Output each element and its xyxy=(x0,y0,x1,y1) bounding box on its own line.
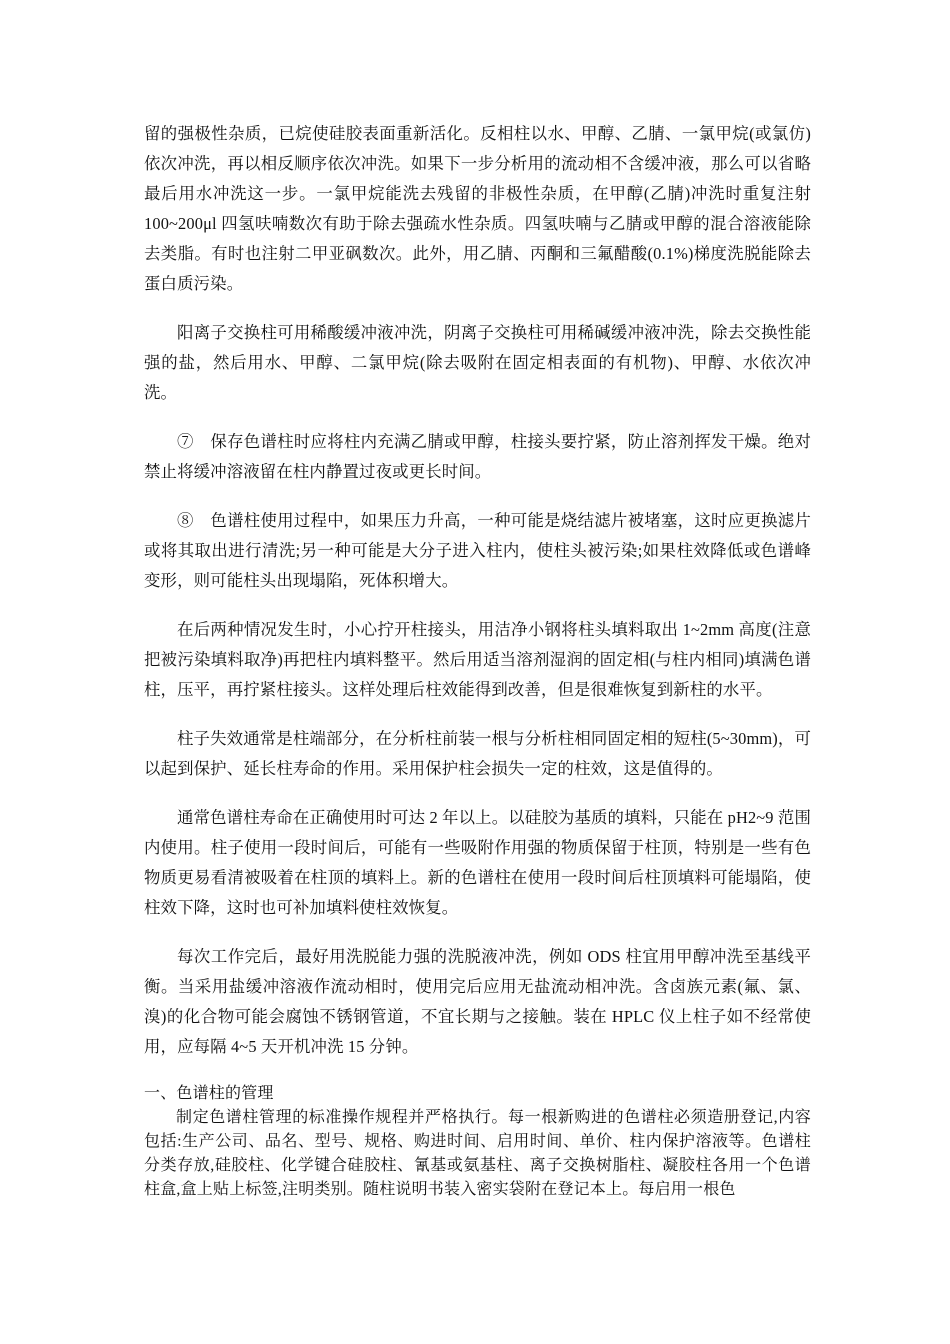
paragraph-ion-exchange-cleaning: 阳离子交换柱可用稀酸缓冲液冲洗，阴离子交换柱可用稀碱缓冲液冲洗，除去交换性能强的盐，然后用水、甲醇、二氯甲烷(除去吸附在固定相表面的有机物)、甲醇、水依次冲洗。 xyxy=(144,323,811,402)
section-heading: 一、色谱柱的管理 xyxy=(144,1085,274,1102)
paragraph-daily-flush: 每次工作完后，最好用洗脱能力强的洗脱液冲洗，例如 ODS 柱宜用甲醇冲洗至基线平衡。当采用盐缓冲溶液作流动相时，使用完后应用无盐流动相冲洗。含卤族元素(氟、氯、溴)的化合物可能会腐蚀不锈钢管道，不宜长期与之接触。装在 HPLC 仪上柱子如不经常使用，应每隔 4~5 天开机冲洗 15 分钟。 xyxy=(144,947,811,1056)
paragraph-guard-column: 柱子失效通常是柱端部分，在分析柱前装一根与分析柱相同固定相的短柱(5~30mm)，可以起到保护、延长柱寿命的作用。采用保护柱会损失一定的柱效，这是值得的。 xyxy=(144,729,811,778)
paragraph-item-7-storage: ⑦ 保存色谱柱时应将柱内充满乙腈或甲醇，柱接头要拧紧，防止溶剂挥发干燥。绝对禁止将缓冲溶液留在柱内静置过夜或更长时间。 xyxy=(144,432,811,481)
paragraph-item-8-pressure: ⑧ 色谱柱使用过程中，如果压力升高，一种可能是烧结滤片被堵塞，这时应更换滤片或将其取出进行清洗;另一种可能是大分子进入柱内，使柱头被污染;如果柱效降低或色谱峰变形，则可能柱头出现塌陷，死体积增大。 xyxy=(144,511,811,590)
column-maintenance-section xyxy=(144,119,811,1081)
paragraph-column-head-repair: 在后两种情况发生时，小心拧开柱接头，用洁净小钢将柱头填料取出 1~2mm 高度(注意把被污染填料取净)再把柱内填料整平。然后用适当溶剂湿润的固定相(与柱内相同)填满色谱柱，压平，再拧紧柱接头。这样处理后柱效能得到改善，但是很难恢复到新柱的水平。 xyxy=(144,620,811,699)
paragraph-management-sop: 制定色谱柱管理的标准操作规程并严格执行。每一根新购进的色谱柱必须造册登记,内容包括:生产公司、品名、型号、规格、购进时间、启用时间、单价、柱内保护溶液等。色谱柱分类存放,硅胶柱、化学键合硅胶柱、氰基或氨基柱、离子交换树脂柱、凝胶柱各用一个色谱柱盒,盒上贴上标签,注明类别。随柱说明书装入密实袋附在登记本上。每启用一根色 xyxy=(144,1109,811,1198)
paragraph-cleaning-reverse-phase: 留的强极性杂质，已烷使硅胶表面重新活化。反相柱以水、甲醇、乙腈、一氯甲烷(或氯仿)依次冲洗，再以相反顺序依次冲洗。如果下一步分析用的流动相不含缓冲液，那么可以省略最后用水冲洗这一步。一氯甲烷能洗去残留的非极性杂质，在甲醇(乙腈)冲洗时重复注射100~200μl 四氢呋喃数次有助于除去强疏水性杂质。四氢呋喃与乙腈或甲醇的混合溶液能除去类脂。有时也注射二甲亚砜数次。此外，用乙腈、丙酮和三氟醋酸(0.1%)梯度洗脱能除去蛋白质污染。 xyxy=(144,124,811,293)
paragraph-column-lifetime: 通常色谱柱寿命在正确使用时可达 2 年以上。以硅胶为基质的填料，只能在 pH2~9 范围内使用。柱子使用一段时间后，可能有一些吸附作用强的物质保留于柱顶，特别是一些有色物质更易看清被吸着在柱顶的填料上。新的色谱柱在使用一段时间后柱顶填料可能塌陷，使柱效下降，这时也可补加填料使柱效恢复。 xyxy=(144,808,811,917)
column-management-section xyxy=(144,1082,811,1202)
